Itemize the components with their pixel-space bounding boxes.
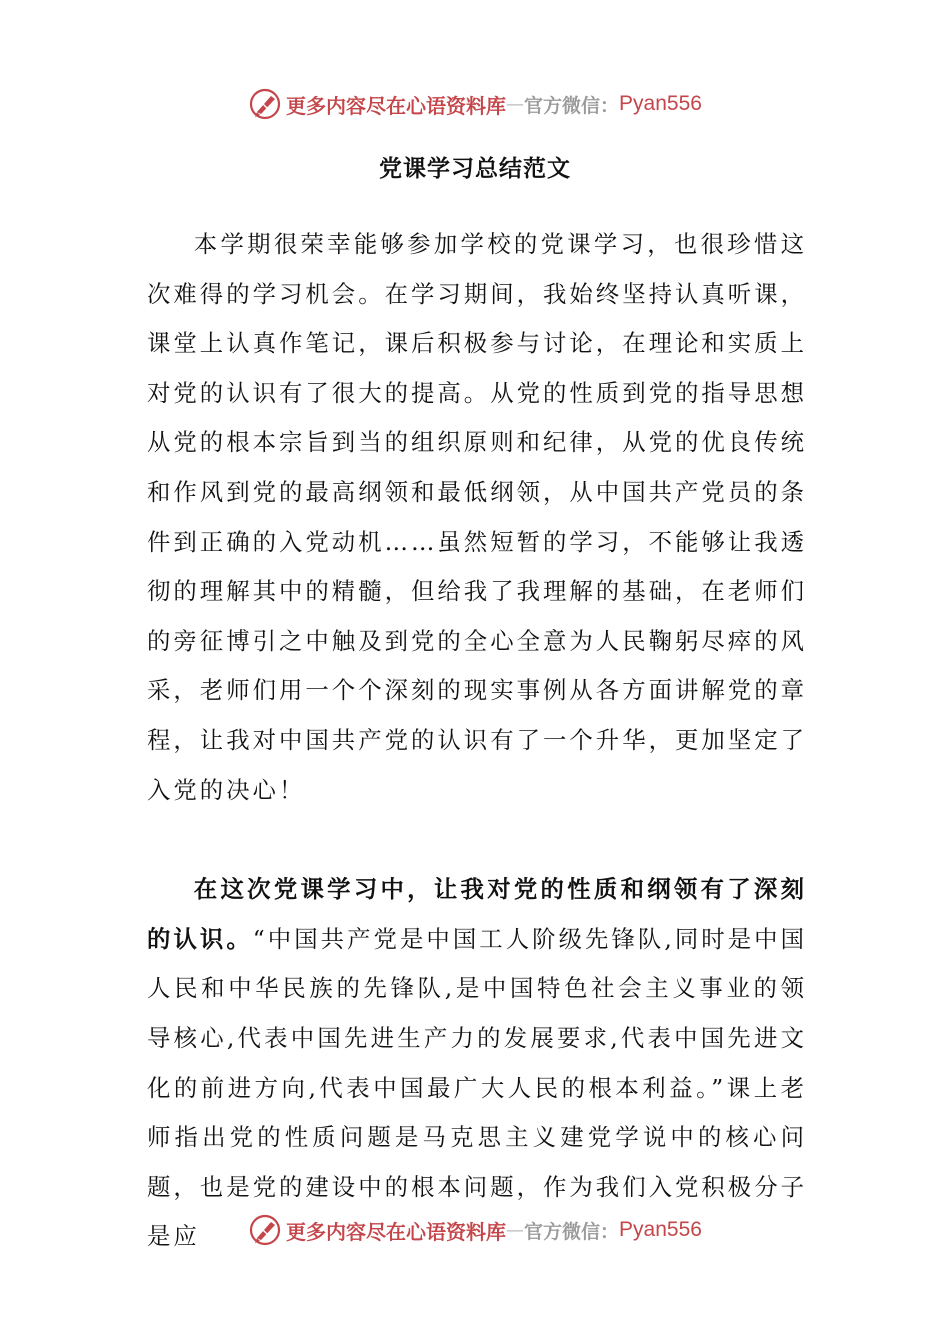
banner-text: 更多内容尽在心语资料库: [286, 1219, 507, 1244]
document-title: 党课学习总结范文: [379, 155, 571, 182]
banner-text: 更多内容尽在心语资料库: [286, 93, 507, 118]
paragraph-2-lead: 在这次党课学习中，让我对党的性质和纲领有了深刻的认识。: [147, 875, 807, 953]
banner-wechat-id: Pyan556: [619, 92, 702, 115]
header-banner: [0, 82, 950, 126]
banner-wechat-label: 官方微信：: [524, 1220, 620, 1243]
pen-logo-icon: [248, 87, 282, 121]
footer-banner: [0, 1208, 950, 1252]
pen-logo-icon: [248, 1213, 282, 1247]
paragraph-2-text: “中国共产党是中国工人阶级先锋队,同时是中国人民和中华民族的先锋队,是中国特色社会主义事业的领导核心,代表中国先进生产力的发展要求,代表中国先进文化的前进方向,代表中国最广大人民的根本利益。”课上老师指出党的性质问题是马克思主义建党学说中的核心问题，也是党的建设中的根本问题，作为我们入党积极分子是应: [147, 924, 807, 1251]
paragraph-2: [147, 865, 807, 1262]
banner-separator: —: [506, 1219, 525, 1241]
document-body: [147, 220, 807, 1262]
banner-wechat-label: 官方微信：: [524, 94, 620, 117]
paragraph-1: [147, 220, 807, 815]
banner-separator: —: [506, 93, 525, 115]
paragraph-1-text: 本学期很荣幸能够参加学校的党课学习，也很珍惜这次难得的学习机会。在学习期间，我始终坚持认真听课，课堂上认真作笔记，课后积极参与讨论，在理论和实质上对党的认识有了很大的提高。从党的性质到党的指导思想从党的根本宗旨到当的组织原则和纪律，从党的优良传统和作风到党的最高纲领和最低纲领，从中国共产党员的条件到正确的入党动机……虽然短暂的学习，不能够让我透彻的理解其中的精髓，但给我了我理解的基础，在老师们的旁征博引之中触及到党的全心全意为人民鞠躬尽瘁的风采，老师们用一个个深刻的现实事例从各方面讲解党的章程，让我对中国共产党的认识有了一个升华，更加坚定了入党的决心！: [147, 230, 807, 804]
banner-wechat-id: Pyan556: [619, 1218, 702, 1241]
